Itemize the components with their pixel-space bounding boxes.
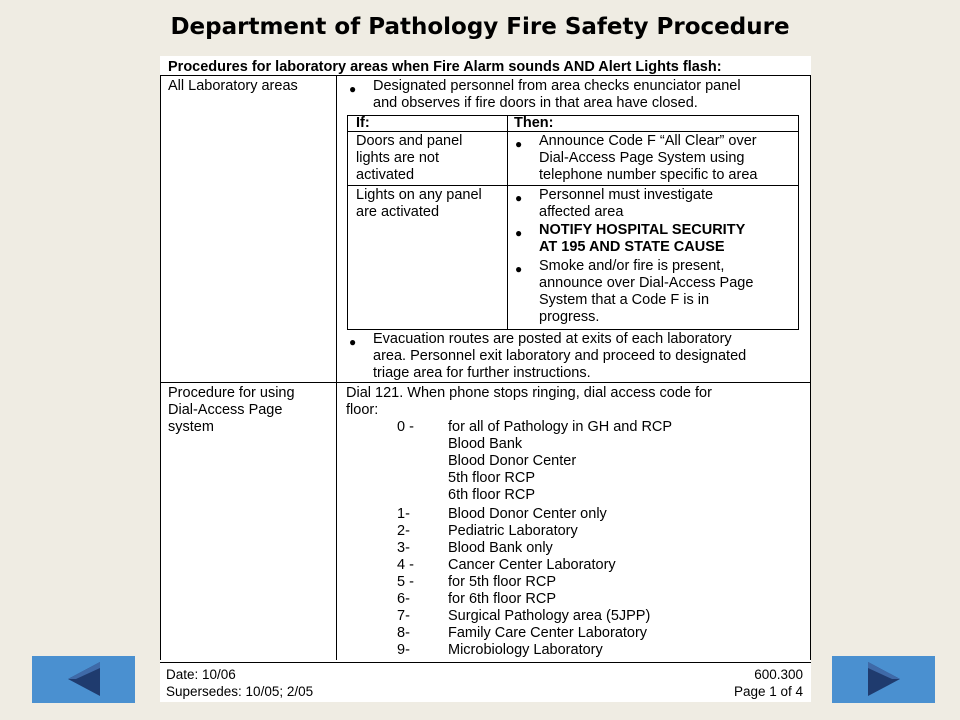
- code-text: 6th floor RCP: [448, 487, 536, 503]
- text-line: AT 195 AND STATE CAUSE: [539, 239, 725, 255]
- row-label: system: [168, 419, 214, 435]
- text-line: affected area: [539, 204, 624, 220]
- if-header: If:: [356, 115, 370, 131]
- divider: [810, 75, 811, 660]
- text-line: Smoke and/or fire is present,: [539, 258, 725, 274]
- code-text: Blood Donor Center only: [448, 506, 607, 522]
- divider: [347, 329, 799, 330]
- footer-date: Date: 10/06: [166, 667, 236, 682]
- divider: [798, 115, 799, 330]
- code-number: 8-: [397, 625, 410, 641]
- row-label: All Laboratory areas: [168, 78, 298, 94]
- text-line: and observes if fire doors in that area have closed.: [373, 95, 698, 111]
- text-line: announce over Dial-Access Page: [539, 275, 754, 291]
- code-number: 2-: [397, 523, 410, 539]
- footer-doc-number: 600.300: [754, 667, 803, 682]
- bullet-icon: ●: [349, 82, 357, 96]
- text-line: Lights on any panel: [356, 187, 482, 203]
- bullet-icon: ●: [349, 335, 357, 349]
- bullet-icon: ●: [515, 226, 523, 240]
- text-line: Designated personnel from area checks enunciator panel: [373, 78, 741, 94]
- code-number: 6-: [397, 591, 410, 607]
- code-text: Cancer Center Laboratory: [448, 557, 616, 573]
- text-line: activated: [356, 167, 415, 183]
- divider: [347, 131, 799, 132]
- code-text: Surgical Pathology area (5JPP): [448, 608, 651, 624]
- text-line: telephone number specific to area: [539, 167, 758, 183]
- code-text: Pediatric Laboratory: [448, 523, 578, 539]
- code-number: 4 -: [397, 557, 414, 573]
- divider: [160, 382, 811, 383]
- code-text: Blood Bank: [448, 436, 523, 452]
- divider: [160, 662, 811, 663]
- text-line: area. Personnel exit laboratory and proceed to designated: [373, 348, 747, 364]
- bullet-icon: ●: [515, 191, 523, 205]
- code-text: 5th floor RCP: [448, 470, 536, 486]
- next-slide-button[interactable]: [832, 656, 935, 703]
- text-line: Dial-Access Page System using: [539, 150, 745, 166]
- row-label: Dial-Access Page: [168, 402, 283, 418]
- bullet-icon: ●: [515, 137, 523, 151]
- code-number: 1-: [397, 506, 410, 522]
- row-label: Procedure for using: [168, 385, 295, 401]
- previous-slide-button[interactable]: [32, 656, 135, 703]
- code-number: 9-: [397, 642, 410, 658]
- text-line: are activated: [356, 204, 440, 220]
- text-line: Doors and panel: [356, 133, 463, 149]
- divider: [347, 185, 799, 186]
- text-line: triage area for further instructions.: [373, 365, 591, 381]
- text-line: Dial 121. When phone stops ringing, dial access code for: [346, 385, 712, 401]
- bullet-icon: ●: [515, 262, 523, 276]
- code-number: 7-: [397, 608, 410, 624]
- code-text: Blood Donor Center: [448, 453, 577, 469]
- code-text: Family Care Center Laboratory: [448, 625, 648, 641]
- code-text: for 5th floor RCP: [448, 574, 556, 590]
- divider: [507, 115, 508, 330]
- code-number: 0 -: [397, 419, 414, 435]
- divider: [160, 75, 161, 660]
- code-text: Blood Bank only: [448, 540, 553, 556]
- text-line: NOTIFY HOSPITAL SECURITY: [539, 222, 746, 238]
- text-line: lights are not: [356, 150, 440, 166]
- code-text: for all of Pathology in GH and RCP: [448, 419, 673, 435]
- right-arrow-icon: [832, 656, 935, 703]
- footer-page: Page 1 of 4: [733, 684, 803, 699]
- procedure-heading: Procedures for laboratory areas when Fire Alarm sounds AND Alert Lights flash:: [168, 59, 722, 75]
- divider: [347, 115, 348, 330]
- then-header: Then:: [514, 115, 554, 131]
- divider: [347, 115, 799, 116]
- document-page: [160, 56, 811, 660]
- text-line: progress.: [539, 309, 600, 325]
- code-number: 5 -: [397, 574, 414, 590]
- code-number: 3-: [397, 540, 410, 556]
- text-line: System that a Code F is in: [539, 292, 710, 308]
- footer-supersedes: Supersedes: 10/05; 2/05: [166, 684, 314, 699]
- code-text: for 6th floor RCP: [448, 591, 556, 607]
- text-line: Announce Code F “All Clear” over: [539, 133, 757, 149]
- text-line: Personnel must investigate: [539, 187, 714, 203]
- left-arrow-icon: [32, 656, 135, 703]
- divider: [336, 75, 337, 660]
- document-footer: [160, 660, 811, 702]
- page-title: Department of Pathology Fire Safety Procedure: [170, 14, 790, 40]
- text-line: floor:: [346, 402, 379, 418]
- code-text: Microbiology Laboratory: [448, 642, 603, 658]
- text-line: Evacuation routes are posted at exits of each laboratory: [373, 331, 732, 347]
